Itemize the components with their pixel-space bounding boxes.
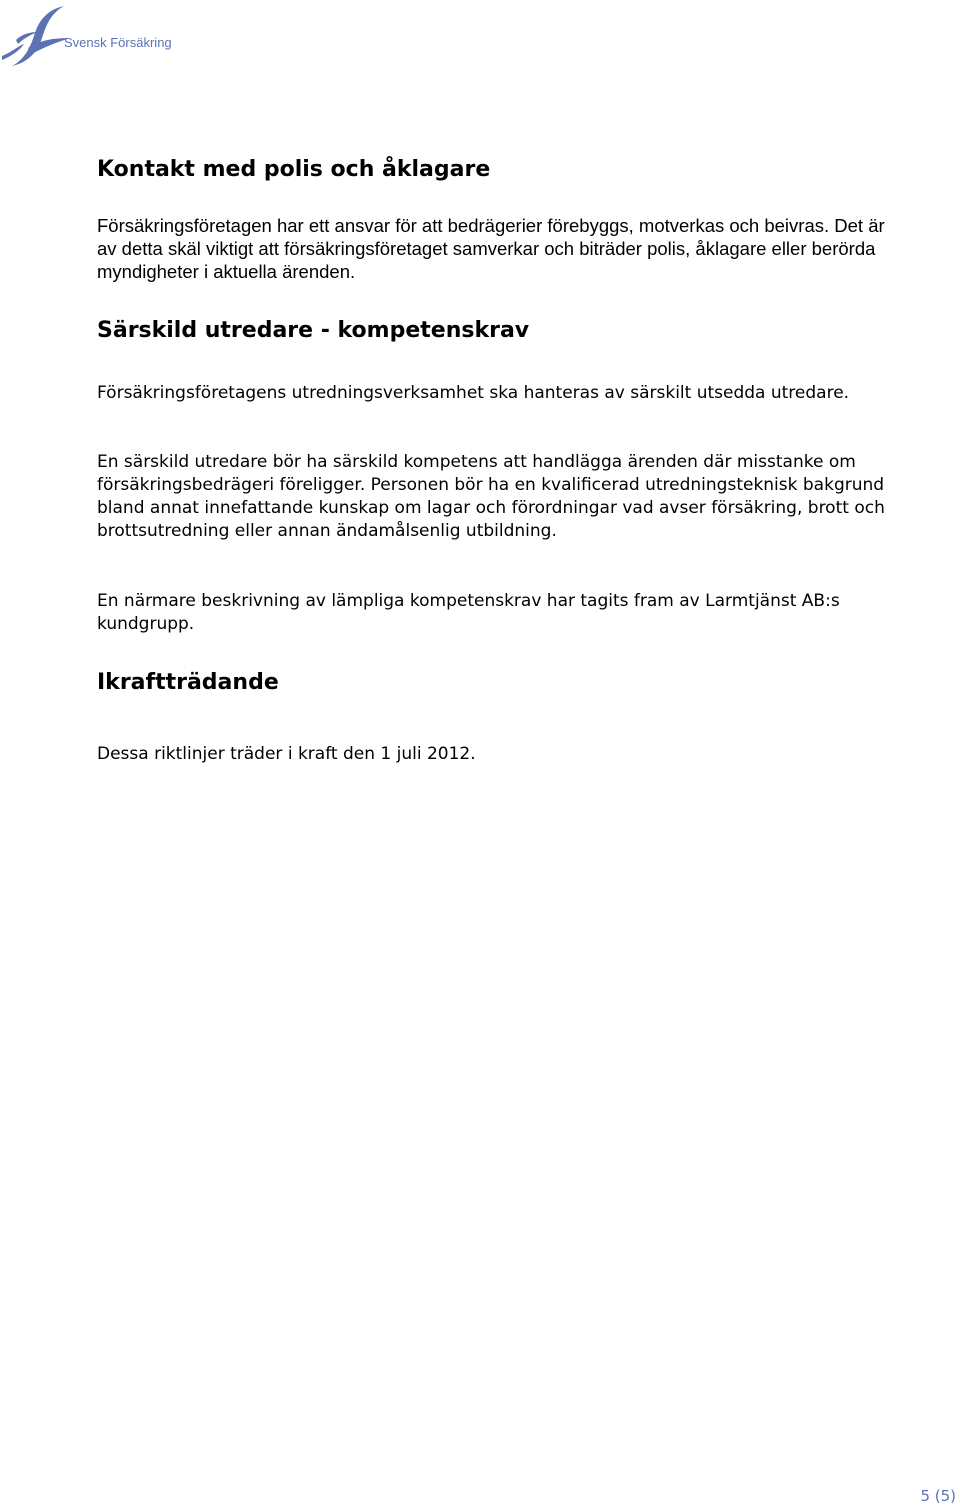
paragraph-utredningsverksamhet: Försäkringsföretagens utredningsverksamhet ska hanteras av särskilt utsedda utredare. <box>97 383 850 403</box>
paragraph-sarskild-kompetens: En särskild utredare bör ha särskild kompetens att handlägga ärenden där misstanke om försäkringsbedrägeri föreligger. Personen bör ha en kvalificerad utredningsteknisk bakgrund bland annat innefattande kunskap om lagar och förordningar vad avser försäkring, brott och brottsutredning eller annan ändamålsenlig utbildning. <box>97 452 885 541</box>
section-heading-ikrafttradande: Ikraftträdande <box>97 670 279 695</box>
paragraph-ikrafttradande: Dessa riktlinjer träder i kraft den 1 juli 2012. <box>97 744 476 764</box>
section-heading-kontakt: Kontakt med polis och åklagare <box>97 157 491 182</box>
page-number: 5 (5) <box>920 1487 956 1505</box>
brand-logo <box>2 4 172 68</box>
paragraph-kompetenskrav: En närmare beskrivning av lämpliga kompetenskrav har tagits fram av Larmtjänst AB:s kundgrupp. <box>97 591 840 634</box>
section-heading-sarskild-utredare: Särskild utredare - kompetenskrav <box>97 318 530 343</box>
brand-name: Svensk Försäkring <box>64 35 172 50</box>
paragraph-kontakt: Försäkringsföretagen har ett ansvar för att bedrägerier förebyggs, motverkas och beivras. Det är av detta skäl viktigt att försäkringsföretaget samverkar och biträder polis, åklagare eller berörda myndigheter i aktuella ärenden. <box>97 215 885 282</box>
svensk-forsakring-logo-icon <box>2 4 72 68</box>
